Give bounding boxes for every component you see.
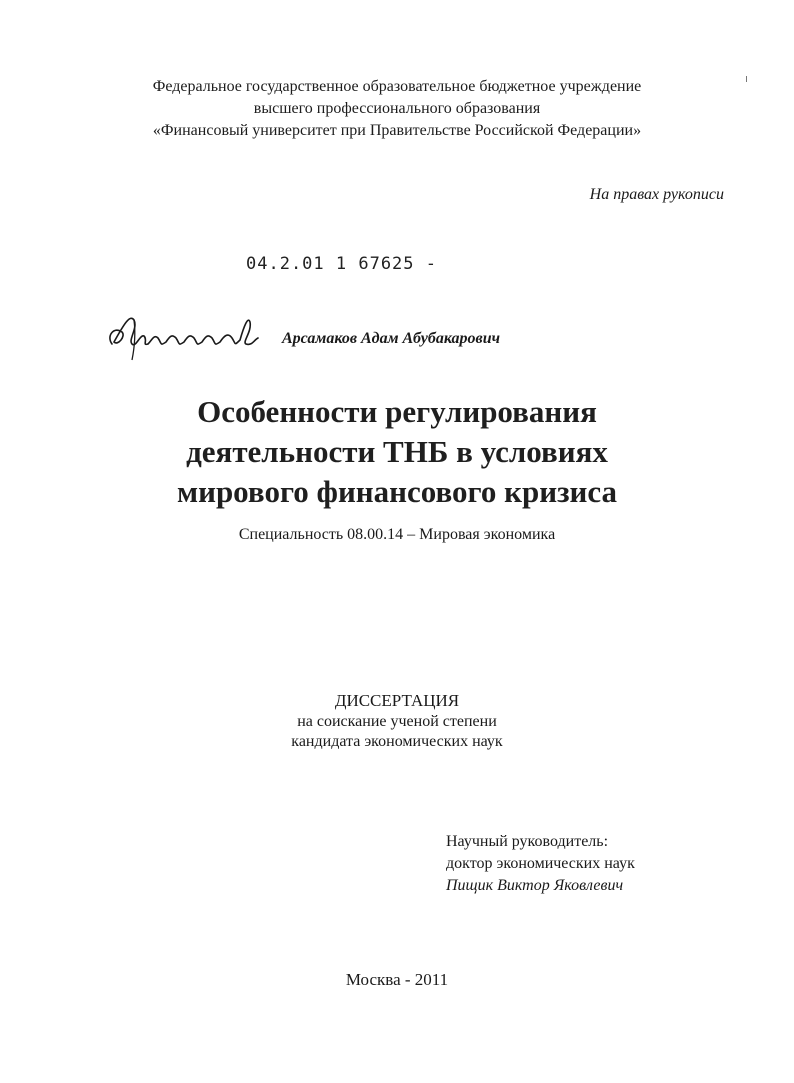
title-line-2: деятельности ТНБ в условиях — [186, 434, 608, 469]
institution-line-2: высшего профессионального образования — [253, 100, 541, 117]
registration-number: 04.2.01 1 67625 - — [246, 254, 437, 274]
dissertation-line-2: кандидата экономических наук — [291, 733, 503, 750]
dissertation-block — [0, 690, 794, 752]
city-year: Москва - 2011 — [345, 970, 449, 989]
author-signature — [104, 306, 264, 362]
institution-line-3: «Финансовый университет при Правительстве Российской Федерации» — [152, 122, 642, 139]
supervisor-block — [446, 831, 635, 897]
author-name: Арсамаков Адам Абубакарович — [282, 330, 500, 347]
supervisor-name: Пищик Виктор Яковлевич — [446, 877, 624, 894]
dissertation-title — [0, 392, 794, 512]
institution-header — [0, 76, 794, 142]
dissertation-heading: ДИССЕРТАЦИЯ — [334, 691, 460, 710]
supervisor-degree: доктор экономических наук — [446, 855, 635, 872]
supervisor-label: Научный руководитель: — [446, 833, 609, 850]
title-line-3: мирового финансового кризиса — [176, 474, 618, 509]
manuscript-rights: На правах рукописи — [589, 186, 724, 203]
title-line-1: Особенности регулирования — [197, 394, 597, 429]
dissertation-line-1: на соискание ученой степени — [297, 713, 497, 730]
institution-line-1: Федеральное государственное образовательное бюджетное учреждение — [152, 78, 642, 95]
specialty: Специальность 08.00.14 – Мировая экономика — [238, 526, 556, 543]
